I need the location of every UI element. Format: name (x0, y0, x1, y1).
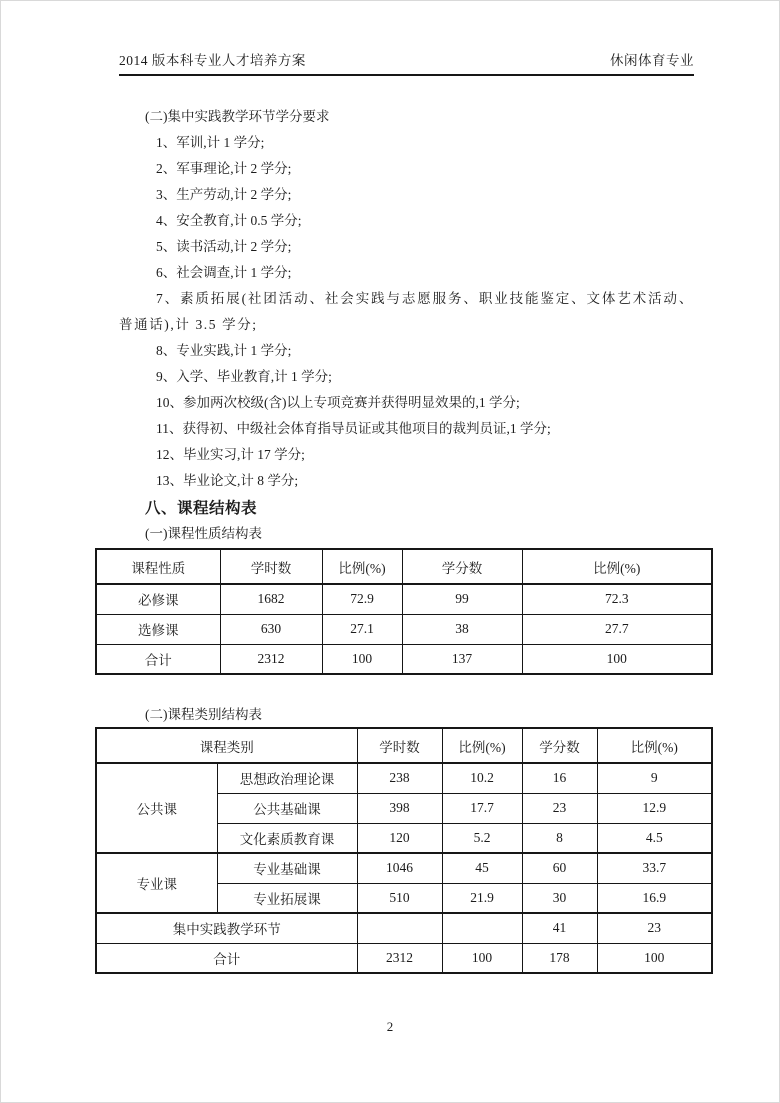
table1-caption: (一)课程性质结构表 (145, 526, 262, 541)
t2-cell: 公共基础课 (217, 793, 357, 823)
t1-cell: 137 (402, 644, 522, 674)
t2-cell: 17.7 (442, 793, 522, 823)
t2-cell: 30 (522, 883, 597, 913)
list-item-2: 2、军事理论,计 2 学分; (156, 161, 292, 176)
t2-cell (357, 913, 442, 943)
t1-cell: 100 (522, 644, 712, 674)
t1-cell: 选修课 (96, 614, 220, 644)
t1-cell: 27.1 (322, 614, 402, 644)
t2-cell: 238 (357, 763, 442, 793)
list-item-12: 12、毕业实习,计 17 学分; (156, 447, 305, 462)
list-item-13: 13、毕业论文,计 8 学分; (156, 473, 299, 488)
table-row (96, 853, 712, 883)
t2-cell: 23 (522, 793, 597, 823)
t2-cell: 集中实践教学环节 (96, 913, 357, 943)
table-row (96, 763, 712, 793)
t1-header-cell: 比例(%) (322, 549, 402, 584)
list-item-5: 5、读书活动,计 2 学分; (156, 239, 292, 254)
list-item-6: 6、社会调查,计 1 学分; (156, 265, 292, 280)
t2-cell: 23 (597, 913, 712, 943)
list-item-8: 8、专业实践,计 1 学分; (156, 343, 292, 358)
t2-header-cell: 学时数 (357, 728, 442, 763)
header-right-text: 休闲体育专业 (610, 53, 694, 68)
practice-section-title: (二)集中实践教学环节学分要求 (145, 109, 330, 124)
t2-cell: 8 (522, 823, 597, 853)
t2-cell: 120 (357, 823, 442, 853)
t2-group-cell: 公共课 (96, 763, 217, 853)
t1-cell: 72.3 (522, 584, 712, 614)
t1-cell: 1682 (220, 584, 322, 614)
t2-cell: 21.9 (442, 883, 522, 913)
t2-cell: 100 (442, 943, 522, 973)
t2-cell: 思想政治理论课 (217, 763, 357, 793)
list-item-3: 3、生产劳动,计 2 学分; (156, 187, 292, 202)
t1-cell: 必修课 (96, 584, 220, 614)
t1-cell: 99 (402, 584, 522, 614)
table2-caption: (二)课程类别结构表 (145, 707, 262, 722)
table-row (96, 644, 712, 674)
table-row (96, 913, 712, 943)
t2-cell: 510 (357, 883, 442, 913)
practice-credits-section (119, 104, 694, 494)
list-item-4: 4、安全教育,计 0.5 学分; (156, 213, 302, 228)
t1-cell: 27.7 (522, 614, 712, 644)
t1-header-cell: 学时数 (220, 549, 322, 584)
t1-cell: 合计 (96, 644, 220, 674)
t2-cell: 2312 (357, 943, 442, 973)
table-row (96, 614, 712, 644)
t2-cell: 100 (597, 943, 712, 973)
t2-cell: 专业基础课 (217, 853, 357, 883)
t1-header-cell: 比例(%) (522, 549, 712, 584)
page-header (119, 49, 694, 76)
t1-header-cell: 课程性质 (96, 549, 220, 584)
t2-cell: 16 (522, 763, 597, 793)
t1-cell: 2312 (220, 644, 322, 674)
chapter-heading: 八、课程结构表 (145, 500, 258, 517)
t2-cell: 12.9 (597, 793, 712, 823)
t2-cell: 合计 (96, 943, 357, 973)
t2-cell: 60 (522, 853, 597, 883)
t2-cell: 4.5 (597, 823, 712, 853)
course-category-table (95, 727, 713, 974)
t1-cell: 38 (402, 614, 522, 644)
t2-header-cell: 比例(%) (442, 728, 522, 763)
t2-cell: 16.9 (597, 883, 712, 913)
t2-cell (442, 913, 522, 943)
t2-header-cell: 比例(%) (597, 728, 712, 763)
list-item-7: 7、素质拓展(社团活动、社会实践与志愿服务、职业技能鉴定、文体艺术活动、普通话),计 3.5 学分; (119, 291, 694, 332)
t2-cell: 9 (597, 763, 712, 793)
t2-cell: 10.2 (442, 763, 522, 793)
t2-cell: 1046 (357, 853, 442, 883)
t2-cell: 33.7 (597, 853, 712, 883)
t2-group-cell: 专业课 (96, 853, 217, 913)
t2-cell: 文化素质教育课 (217, 823, 357, 853)
t1-header-cell: 学分数 (402, 549, 522, 584)
t1-cell: 630 (220, 614, 322, 644)
header-left-text: 2014 版本科专业人才培养方案 (119, 53, 306, 68)
list-item-9: 9、入学、毕业教育,计 1 学分; (156, 369, 332, 384)
t2-header-cell: 课程类别 (96, 728, 357, 763)
t1-cell: 72.9 (322, 584, 402, 614)
t2-cell: 398 (357, 793, 442, 823)
t2-header-cell: 学分数 (522, 728, 597, 763)
list-item-1: 1、军训,计 1 学分; (156, 135, 265, 150)
list-item-10: 10、参加两次校级(含)以上专项竞赛并获得明显效果的,1 学分; (156, 395, 520, 410)
t2-cell: 178 (522, 943, 597, 973)
table-row (96, 943, 712, 973)
list-item-11: 11、获得初、中级社会体育指导员证或其他项目的裁判员证,1 学分; (156, 421, 551, 436)
t2-cell: 45 (442, 853, 522, 883)
t2-cell: 专业拓展课 (217, 883, 357, 913)
t2-cell: 5.2 (442, 823, 522, 853)
t1-cell: 100 (322, 644, 402, 674)
table-row (96, 584, 712, 614)
t2-cell: 41 (522, 913, 597, 943)
page-number: 2 (386, 1019, 394, 1034)
course-nature-table (95, 548, 713, 675)
